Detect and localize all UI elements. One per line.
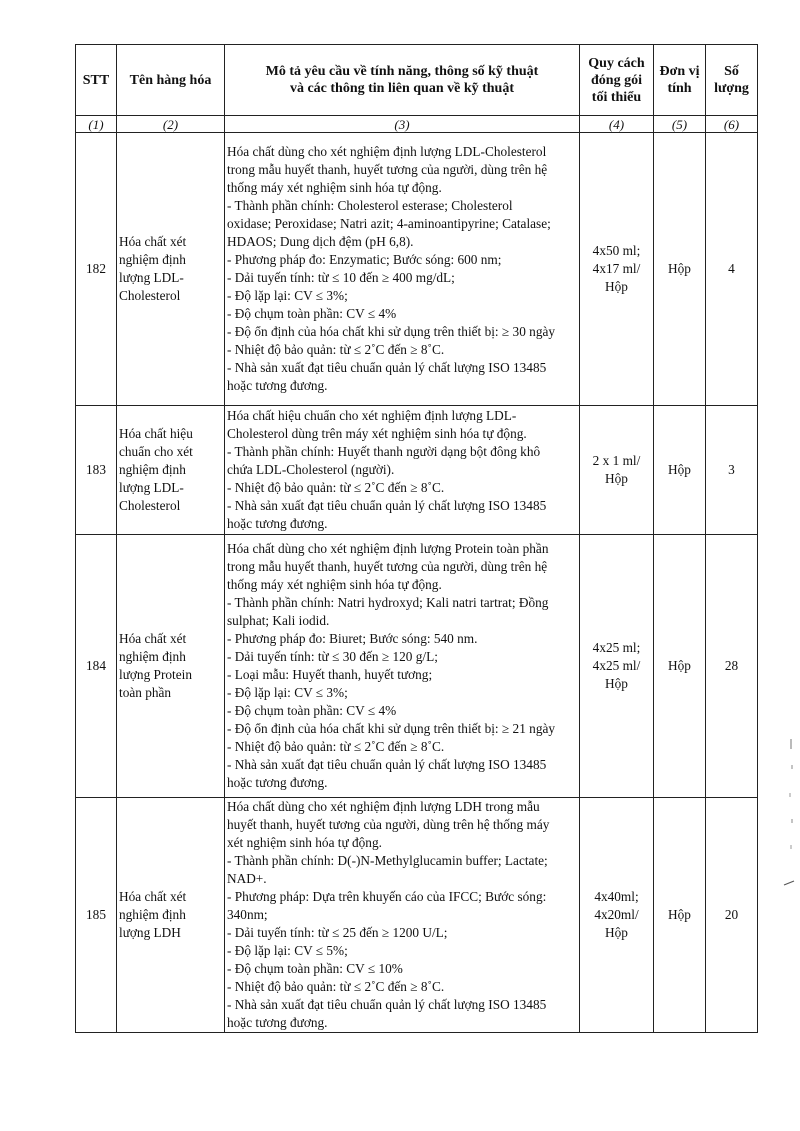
column-number: (1) [76, 116, 117, 133]
description-line: - Nhà sản xuất đạt tiêu chuẩn quản lý chất lượng ISO 13485 [227, 757, 547, 772]
header-description-line: Mô tả yêu cầu về tính năng, thông số kỹ thuật [265, 64, 539, 79]
item-name-line: nghiệm định [119, 462, 186, 477]
description-line: - Độ chụm toàn phần: CV ≤ 4% [227, 306, 397, 321]
description-line: hoặc tương đương. [227, 516, 328, 531]
cell-unit: Hộp [654, 798, 706, 1033]
table-row [76, 535, 758, 798]
packaging-line: 4x25 ml; [592, 640, 641, 655]
cell-stt: 183 [76, 406, 117, 535]
item-name-line: nghiệm định [119, 907, 186, 922]
description-line: - Dải tuyến tính: từ ≤ 10 đến ≥ 400 mg/dL; [227, 270, 455, 285]
column-number: (3) [225, 116, 580, 133]
description-line: - Nhiệt độ bảo quản: từ ≤ 2˚C đến ≥ 8˚C. [227, 342, 445, 357]
header-unit-line: tính [667, 81, 692, 96]
column-number: (2) [117, 116, 225, 133]
description-line: Hóa chất dùng cho xét nghiệm định lượng LDL-Cholesterol [227, 144, 547, 159]
description-line: Hóa chất dùng cho xét nghiệm định lượng LDH trong mẫu [227, 799, 540, 814]
cell-quantity: 4 [706, 133, 758, 406]
header-packaging-line: Quy cách [588, 55, 645, 71]
table-row [76, 406, 758, 535]
item-name-line: Hóa chất xét [119, 889, 187, 904]
item-name-line: Cholesterol [119, 288, 181, 303]
header-quantity-line: lượng [714, 81, 749, 96]
item-name-line: chuẩn cho xét [119, 444, 193, 459]
packaging-line: 4x20ml/ [594, 907, 639, 922]
packaging-line: 4x17 ml/ [592, 261, 641, 276]
cell-quantity: 3 [706, 406, 758, 535]
description-line: - Độ chụm toàn phần: CV ≤ 4% [227, 703, 397, 718]
column-number: (4) [580, 116, 654, 133]
cell-description [225, 535, 580, 798]
header-description [225, 45, 580, 116]
description-line: - Loại mẫu: Huyết thanh, huyết tương; [227, 667, 433, 682]
item-name-line: Cholesterol [119, 498, 181, 513]
table-row [76, 133, 758, 406]
cell-packaging [580, 535, 654, 798]
header-unit [654, 45, 706, 116]
cell-item-name [117, 133, 225, 406]
packaging-line: Hộp [605, 279, 628, 294]
cell-item-name [117, 406, 225, 535]
description-line: Cholesterol dùng trên máy xét nghiệm sinh hóa tự động. [227, 426, 527, 441]
description-line: - Phương pháp đo: Enzymatic; Bước sóng: 600 nm; [227, 252, 502, 267]
cell-packaging [580, 798, 654, 1033]
packaging-line: Hộp [605, 925, 628, 940]
header-name: Tên hàng hóa [117, 45, 225, 116]
item-name-line: nghiệm định [119, 252, 186, 267]
description-line: hoặc tương đương. [227, 775, 328, 790]
description-line: - Thành phần chính: D(-)N-Methylglucamin buffer; Lactate; [227, 853, 548, 868]
item-name-line: nghiệm định [119, 649, 186, 664]
description-line: - Dải tuyến tính: từ ≤ 25 đến ≥ 1200 U/L; [227, 925, 448, 940]
description-line: trong mẫu huyết thanh, huyết tương của người, dùng trên hệ [227, 162, 548, 177]
description-line: - Nhà sản xuất đạt tiêu chuẩn quản lý chất lượng ISO 13485 [227, 360, 547, 375]
packaging-line: 4x25 ml/ [592, 658, 641, 673]
description-line: - Phương pháp: Dựa trên khuyến cáo của IFCC; Bước sóng: [227, 889, 547, 904]
cell-stt: 184 [76, 535, 117, 798]
scan-edge-marks [782, 735, 796, 895]
cell-description [225, 406, 580, 535]
description-line: thống máy xét nghiệm sinh hóa tự động. [227, 577, 442, 592]
packaging-line: Hộp [605, 471, 628, 486]
description-line: - Nhiệt độ bảo quản: từ ≤ 2˚C đến ≥ 8˚C. [227, 739, 445, 754]
cell-packaging [580, 133, 654, 406]
header-unit-line: Đơn vị [659, 64, 700, 79]
description-line: - Nhà sản xuất đạt tiêu chuẩn quản lý chất lượng ISO 13485 [227, 997, 547, 1012]
item-name-line: lượng LDH [119, 925, 181, 940]
cell-stt: 182 [76, 133, 117, 406]
header-quantity-line: Số [724, 64, 739, 79]
description-line: - Độ lặp lại: CV ≤ 3%; [227, 288, 348, 303]
table-header-row [76, 45, 758, 116]
description-line: chứa LDL-Cholesterol (người). [227, 462, 395, 477]
cell-packaging [580, 406, 654, 535]
header-packaging-line: đóng gói [591, 72, 642, 88]
description-line: oxidase; Peroxidase; Natri azit; 4-aminoantipyrine; Catalase; [227, 216, 551, 231]
description-line: - Thành phần chính: Huyết thanh người dạng bột đông khô [227, 444, 541, 459]
item-name-line: lượng Protein [119, 667, 192, 682]
cell-quantity: 28 [706, 535, 758, 798]
description-line: huyết thanh, huyết tương của người, dùng trên hệ thống máy [227, 817, 550, 832]
description-line: thống máy xét nghiệm sinh hóa tự động. [227, 180, 442, 195]
description-line: - Nhiệt độ bảo quản: từ ≤ 2˚C đến ≥ 8˚C. [227, 979, 445, 994]
specification-table [75, 44, 758, 1033]
cell-item-name [117, 798, 225, 1033]
column-number: (6) [706, 116, 758, 133]
description-line: sulphat; Kali iodid. [227, 613, 330, 628]
packaging-line: 2 x 1 ml/ [592, 453, 641, 468]
column-number-row [76, 116, 758, 133]
packaging-line: Hộp [605, 676, 628, 691]
packaging-line: 4x40ml; [594, 889, 639, 904]
cell-description [225, 133, 580, 406]
cell-item-name [117, 535, 225, 798]
item-name-line: Hóa chất xét [119, 631, 187, 646]
header-description-line: và các thông tin liên quan về kỹ thuật [289, 81, 515, 96]
header-stt: STT [76, 45, 117, 116]
description-line: - Thành phần chính: Natri hydroxyd; Kali natri tartrat; Đồng [227, 595, 549, 610]
description-line: - Độ chụm toàn phần: CV ≤ 10% [227, 961, 403, 976]
description-line: hoặc tương đương. [227, 1015, 328, 1030]
description-line: - Thành phần chính: Cholesterol esterase; Cholesterol [227, 198, 513, 213]
description-line: - Độ lặp lại: CV ≤ 5%; [227, 943, 348, 958]
item-name-line: lượng LDL- [119, 270, 184, 285]
item-name-line: toàn phần [119, 685, 172, 700]
cell-quantity: 20 [706, 798, 758, 1033]
description-line: - Nhà sản xuất đạt tiêu chuẩn quản lý chất lượng ISO 13485 [227, 498, 547, 513]
cell-unit: Hộp [654, 133, 706, 406]
description-line: trong mẫu huyết thanh, huyết tương của người, dùng trên hệ [227, 559, 548, 574]
description-line: - Phương pháp đo: Biuret; Bước sóng: 540 nm. [227, 631, 478, 646]
description-line: 340nm; [227, 907, 268, 922]
item-name-line: lượng LDL- [119, 480, 184, 495]
item-name-line: Hóa chất xét [119, 234, 187, 249]
column-number: (5) [654, 116, 706, 133]
cell-stt: 185 [76, 798, 117, 1033]
description-line: Hóa chất hiệu chuẩn cho xét nghiệm định lượng LDL- [227, 408, 517, 423]
cell-unit: Hộp [654, 535, 706, 798]
cell-description [225, 798, 580, 1033]
description-line: - Dải tuyến tính: từ ≤ 30 đến ≥ 120 g/L; [227, 649, 438, 664]
header-packaging [580, 45, 654, 116]
description-line: - Nhiệt độ bảo quản: từ ≤ 2˚C đến ≥ 8˚C. [227, 480, 445, 495]
header-packaging-line: tối thiểu [591, 89, 642, 105]
description-line: - Độ ổn định của hóa chất khi sử dụng trên thiết bị: ≥ 21 ngày [227, 721, 556, 736]
description-line: HDAOS; Dung dịch đệm (pH 6,8). [227, 234, 414, 249]
description-line: NAD+. [227, 871, 267, 886]
description-line: hoặc tương đương. [227, 378, 328, 393]
description-line: - Độ ổn định của hóa chất khi sử dụng trên thiết bị: ≥ 30 ngày [227, 324, 556, 339]
packaging-line: 4x50 ml; [592, 243, 641, 258]
header-quantity [706, 45, 758, 116]
cell-unit: Hộp [654, 406, 706, 535]
table-row [76, 798, 758, 1033]
description-line: xét nghiệm sinh hóa tự động. [227, 835, 382, 850]
description-line: Hóa chất dùng cho xét nghiệm định lượng Protein toàn phần [227, 541, 549, 556]
description-line: - Độ lặp lại: CV ≤ 3%; [227, 685, 348, 700]
item-name-line: Hóa chất hiệu [119, 426, 193, 441]
